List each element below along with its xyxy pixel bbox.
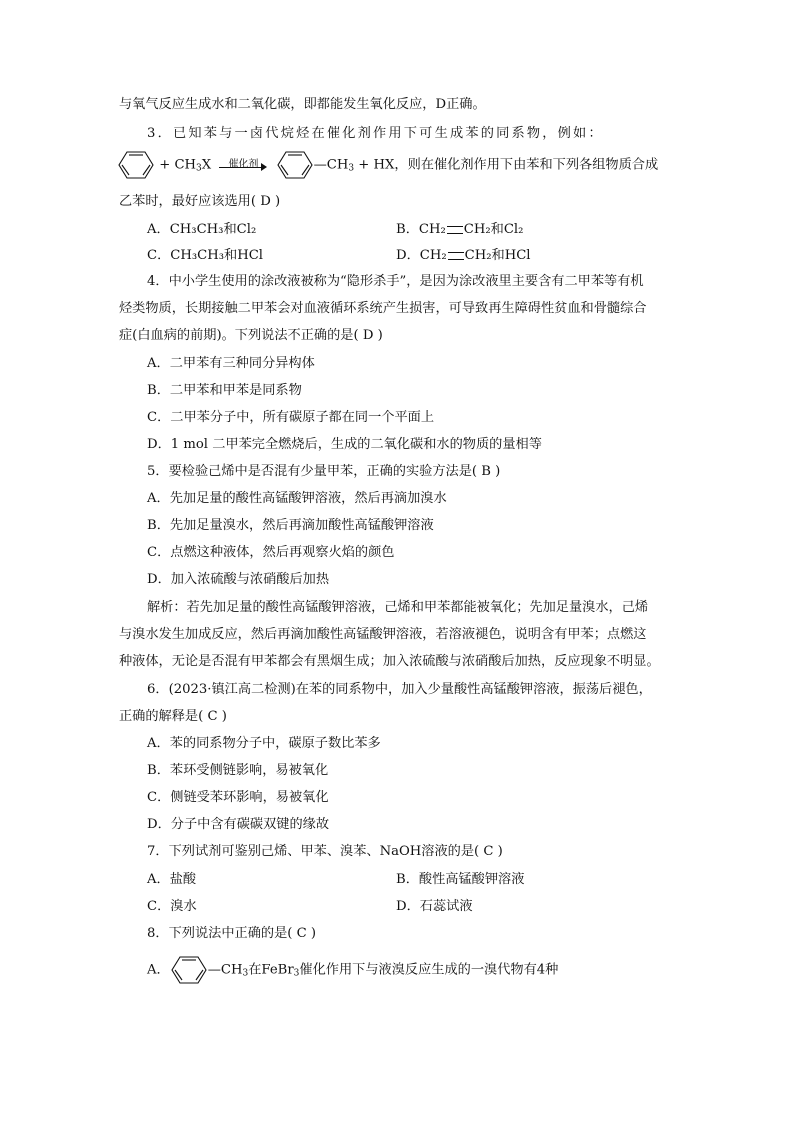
q7-option-d: D．石蕊试液 xyxy=(396,899,473,914)
question-6-stem: 正确的解释是( C ) xyxy=(119,709,227,724)
q5-option-d: D．加入浓硫酸与浓硝酸后加热 xyxy=(147,572,330,587)
eq-plus-ch: + CH xyxy=(159,157,197,173)
question-7-stem: 7．下列试剂可鉴别己烯、甲苯、溴苯、NaOH溶液的是( C ) xyxy=(147,844,503,859)
q4-option-d: D．1 mol 二甲苯完全燃烧后，生成的二氧化碳和水的物质的量相等 xyxy=(147,437,542,452)
q4-option-a: A．二甲苯有三种同分异构体 xyxy=(147,356,315,371)
q8-option-a: A． $—CH_3$在FeBr$_3$催化作用下与液溴反应生成的一溴代物有4种 xyxy=(147,955,558,985)
q4-option-b: B．二甲苯和甲苯是同系物 xyxy=(147,383,302,398)
q5-analysis: 与溴水发生加成反应，然后再滴加酸性高锰酸钾溶液，若溶液褪色，说明含有甲苯；点燃这 xyxy=(119,627,647,642)
q5-option-c: C．点燃这种液体，然后再观察火焰的颜色 xyxy=(147,545,395,560)
question-5-stem: 5．要检验己烯中是否混有少量甲苯，正确的实验方法是( B ) xyxy=(147,464,501,479)
benzene-ring-icon xyxy=(117,150,155,180)
q3-option-a: A．CH₃CH₃和Cl₂ xyxy=(147,222,257,237)
question-3-stem: 3．已知苯与一卤代烷烃在催化剂作用下可生成苯的同系物，例如： xyxy=(147,126,604,141)
eq-hx-text: + HX，则在催化剂作用下由苯和下列各组物质合成 xyxy=(354,157,659,173)
q6-option-d: D．分子中含有碳碳双键的缘故 xyxy=(147,817,330,832)
question-8-stem: 8．下列说法中正确的是( C ) xyxy=(147,926,317,941)
benzene-ring-icon xyxy=(170,955,208,985)
subscript: 3 xyxy=(348,163,355,174)
q7-option-a: A．盐酸 xyxy=(147,872,197,887)
q5-analysis: 解析：若先加足量的酸性高锰酸钾溶液，己烯和甲苯都能被氧化；先加足量溴水，己烯 xyxy=(147,600,649,615)
catalyst-label: 催化剂 xyxy=(228,159,259,170)
q6-option-b: B．苯环受侧链影响，易被氧化 xyxy=(147,763,329,778)
benzene-ring-icon xyxy=(276,150,314,180)
question-4-stem: 4．中小学生使用的涂改液被称为“隐形杀手”，是因为涂改液里主要含有二甲苯等有机 xyxy=(147,274,644,289)
question-4-stem: 烃类物质，长期接触二甲苯会对血液循环系统产生损害，可导致再生障碍性贫血和骨髓综合 xyxy=(119,301,647,316)
q3-option-c: C．CH₃CH₃和HCl xyxy=(147,248,264,263)
text-line: 与氧气反应生成水和二氧化碳，即都能发生氧化反应，D正确。 xyxy=(119,97,486,112)
q5-option-a: A．先加足量的酸性高锰酸钾溶液，然后再滴加溴水 xyxy=(147,491,447,506)
question-6-stem: 6．(2023·镇江高二检测)在苯的同系物中，加入少量酸性高锰酸钾溶液，振荡后褪色， xyxy=(147,682,652,697)
q7-option-c: C．溴水 xyxy=(147,899,197,914)
q3-option-b: B．CH₂ CH₂和Cl₂ xyxy=(396,222,524,237)
q6-option-a: A．苯的同系物分子中，碳原子数比苯多 xyxy=(147,736,381,751)
question-3-equation xyxy=(117,150,658,180)
eq-x: X xyxy=(201,157,212,173)
eq-ch: —CH xyxy=(313,157,349,173)
subscript: 3 xyxy=(196,163,202,174)
q5-option-b: B．先加足量溴水，然后再滴加酸性高锰酸钾溶液 xyxy=(147,518,434,533)
q5-analysis: 种液体，无论是否混有甲苯都会有黑烟生成；加入浓硫酸与浓硝酸后加热，反应现象不明显。 xyxy=(119,654,660,669)
q3-option-d: D．CH₂ CH₂和HCl xyxy=(396,248,531,263)
q7-option-b: B．酸性高锰酸钾溶液 xyxy=(396,872,525,887)
question-4-stem: 症(白血病的前期)。下列说法不正确的是( D ) xyxy=(119,328,383,343)
question-3-stem-end: 乙苯时，最好应该选用( D ) xyxy=(119,194,281,209)
reaction-arrow xyxy=(219,156,267,174)
q4-option-c: C．二甲苯分子中，所有碳原子都在同一个平面上 xyxy=(147,410,435,425)
q6-option-c: C．侧链受苯环影响，易被氧化 xyxy=(147,790,329,805)
